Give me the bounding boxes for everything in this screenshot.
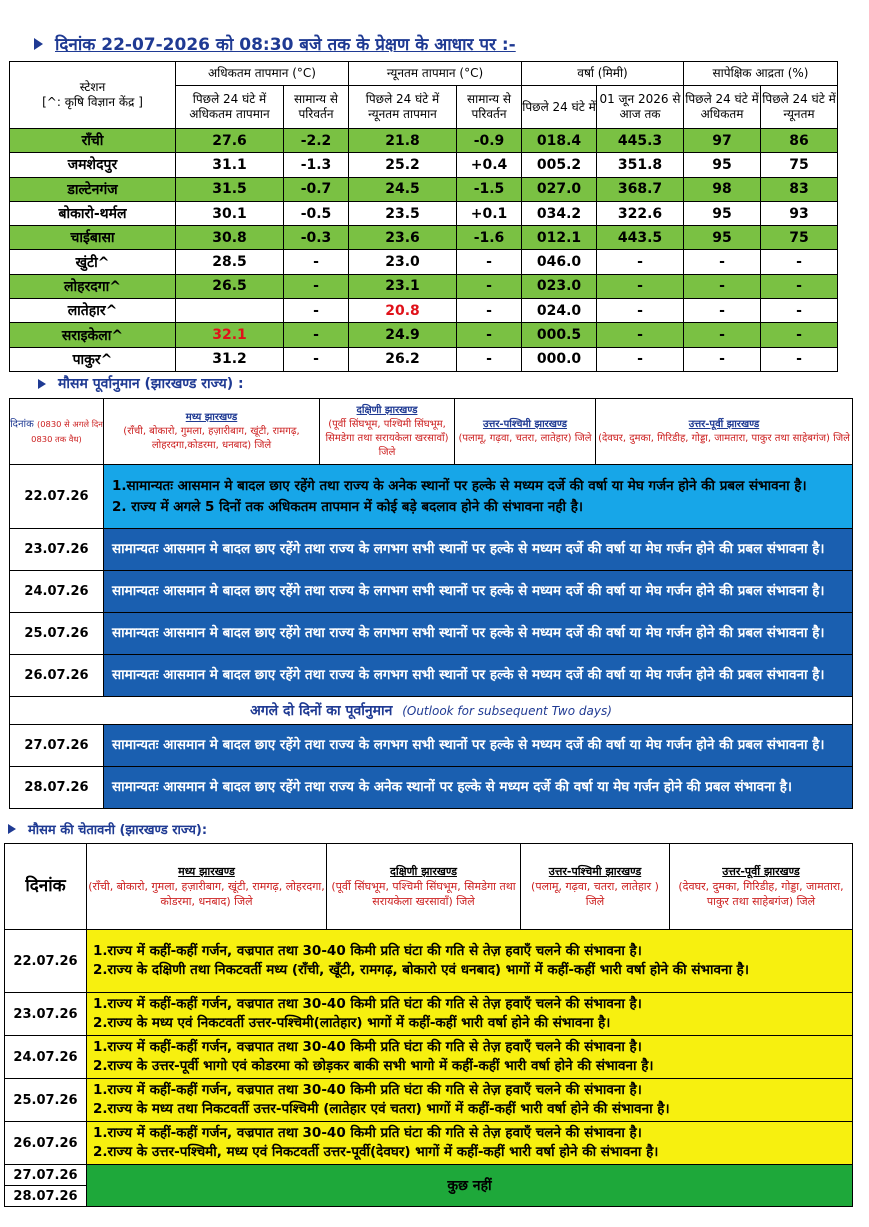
rain-24h-value: 027.0 — [522, 177, 597, 201]
warning-date-header-label: दिनांक — [25, 875, 66, 896]
max-temp-group-header: अधिकतम तापमान (°C) — [176, 62, 349, 86]
warning-text — [87, 1036, 853, 1079]
outlook-text: सामान्यतः आसमान मे बादल छाए रहेंगे तथा राज्य के लगभग सभी स्थानों पर हल्के से मध्यम दर्जे की वर्षा या मेघ गर्जन होने की प्रबल संभावना है। — [104, 725, 853, 767]
forecast-region-northwest — [455, 399, 596, 465]
station-row — [10, 153, 838, 177]
min-temp-value: 23.5 — [349, 201, 457, 225]
warning-line-2: 2.राज्य के मध्य तथा निकटवर्ती उत्तर-पश्चिमी (लातेहार एवं चतरा) भागों में कहीं-कहीं भारी वर्षा होने की संभावना है। — [93, 1101, 670, 1117]
rain-cumulative-value: - — [597, 347, 684, 371]
rain-cumulative-header: 01 जून 2026 से आज तक — [597, 86, 684, 129]
max-temp-value: 26.5 — [176, 274, 284, 298]
rain-24h-value: 000.5 — [522, 323, 597, 347]
min-temp-value: 24.5 — [349, 177, 457, 201]
max-temp-departure: - — [284, 347, 349, 371]
forecast-region-central — [104, 399, 320, 465]
station-row — [10, 323, 838, 347]
warning-heading — [8, 820, 207, 838]
max-temp-departure: - — [284, 274, 349, 298]
max-temp-departure: - — [284, 299, 349, 323]
region-title: उत्तर-पूर्वी झारखण्ड — [688, 418, 760, 430]
warning-line-2: 2.राज्य के उत्तर-पश्चिमी, मध्य एवं निकटवर्ती उत्तर-पूर्वी(देवघर) भागों में कहीं-कहीं भारी वर्षा होने की संभावना है। — [93, 1144, 659, 1160]
station-name: पाकुर^ — [10, 347, 176, 371]
region-districts: (देवघर, दुमका, गिरिडीह, गोड्डा, जामतारा, पाकुर तथा साहेबगंज) जिले — [598, 432, 850, 444]
min-temp-group-header: न्यूनतम तापमान (°C) — [349, 62, 522, 86]
warning-date: 27.07.26 — [5, 1165, 87, 1186]
min-temp-value: 20.8 — [349, 299, 457, 323]
min-temp-departure: - — [457, 299, 522, 323]
warning-line-1: 1.राज्य में कहीं-कहीं गर्जन, वज्रपात तथा 30-40 किमी प्रति घंटा की गति से तेज़ हवाएँ चलने की संभावना है। — [93, 996, 642, 1012]
forecast-text-line-1: 1.सामान्यतः आसमान मे बादल छाए रहेंगे तथा राज्य के अनेक स्थानों पर हल्के से मध्यम दर्जे की वर्षा या मेघ गर्जन होने की प्रबल संभावना है। — [112, 477, 807, 494]
min-temp-departure: +0.4 — [457, 153, 522, 177]
rh-min-header: पिछले 24 घंटे में न्यूनतम — [761, 86, 838, 129]
station-row — [10, 177, 838, 201]
forecast-row — [10, 465, 853, 529]
observation-heading — [34, 32, 516, 55]
rh-min-value: 86 — [761, 129, 838, 153]
rain-24h-value: 000.0 — [522, 347, 597, 371]
arrow-bullet-icon — [34, 38, 43, 50]
forecast-text-line-2: 2. राज्य में अगले 5 दिनों तक अधिकतम तापमान में कोई बड़े बदलाव होने की संभावना नही है। — [112, 498, 584, 515]
humidity-group-header: सापेक्षिक आद्रता (%) — [684, 62, 838, 86]
rh-max-value: 98 — [684, 177, 761, 201]
arrow-bullet-icon — [38, 379, 46, 389]
station-row — [10, 129, 838, 153]
observation-table — [9, 61, 838, 372]
rh-min-value: - — [761, 250, 838, 274]
station-row — [10, 299, 838, 323]
forecast-date-header — [10, 399, 104, 465]
min-temp-departure: -1.6 — [457, 226, 522, 250]
rain-cumulative-value: - — [597, 323, 684, 347]
max-temp-24h-header: पिछले 24 घंटे में अधिकतम तापमान — [176, 86, 284, 129]
rain-cumulative-value: 322.6 — [597, 201, 684, 225]
forecast-text: सामान्यतः आसमान मे बादल छाए रहेंगे तथा राज्य के लगभग सभी स्थानों पर हल्के से मध्यम दर्जे की वर्षा या मेघ गर्जन होने की प्रबल संभावना है। — [104, 529, 853, 571]
station-name: बोकारो-थर्मल — [10, 201, 176, 225]
station-header-label: स्टेशन — [79, 80, 106, 94]
rh-min-value: - — [761, 323, 838, 347]
warning-row — [5, 993, 853, 1036]
forecast-text — [104, 465, 853, 529]
region-title: मध्य झारखण्ड — [185, 411, 238, 423]
warning-date-header — [5, 844, 87, 930]
max-temp-departure: -0.5 — [284, 201, 349, 225]
warning-line-1: 1.राज्य में कहीं-कहीं गर्जन, वज्रपात तथा 30-40 किमी प्रति घंटा की गति से तेज़ हवाएँ चलने की संभावना है। — [93, 943, 642, 959]
forecast-date-header-label: दिनांक — [10, 418, 34, 430]
warning-text — [87, 1079, 853, 1122]
rain-24h-header: पिछले 24 घंटे में — [522, 86, 597, 129]
region-title: उत्तर-पूर्वी झारखण्ड — [722, 865, 800, 878]
rain-cumulative-value: - — [597, 274, 684, 298]
station-name: लोहरदगा^ — [10, 274, 176, 298]
forecast-date: 24.07.26 — [10, 571, 104, 613]
min-temp-value: 23.6 — [349, 226, 457, 250]
warning-line-2: 2.राज्य के मध्य एवं निकटवर्ती उत्तर-पश्चिमी(लातेहार) भागों में कहीं-कहीं भारी वर्षा होने की संभावना है। — [93, 1015, 611, 1031]
warning-date: 26.07.26 — [5, 1122, 87, 1165]
warning-date: 24.07.26 — [5, 1036, 87, 1079]
min-temp-value: 24.9 — [349, 323, 457, 347]
region-title: दक्षिणी झारखण्ड — [356, 404, 418, 416]
warning-heading-text: मौसम की चेतावनी (झारखण्ड राज्य): — [28, 823, 208, 838]
rh-max-header: पिछले 24 घंटे में अधिकतम — [684, 86, 761, 129]
forecast-row — [10, 655, 853, 697]
min-temp-departure: - — [457, 250, 522, 274]
warning-date: 28.07.26 — [5, 1186, 87, 1207]
max-temp-departure: -1.3 — [284, 153, 349, 177]
rh-min-value: - — [761, 299, 838, 323]
max-temp-departure: -2.2 — [284, 129, 349, 153]
outlook-title-english: (Outlook for subsequent Two days) — [402, 704, 612, 718]
rh-max-value: - — [684, 347, 761, 371]
outlook-text: सामान्यतः आसमान मे बादल छाए रहेंगे तथा राज्य के अनेक स्थानों पर हल्के से मध्यम दर्जे की वर्षा या मेघ गर्जन होने की प्रबल संभावना है। — [104, 767, 853, 809]
max-temp-departure: -0.7 — [284, 177, 349, 201]
warning-line-1: 1.राज्य में कहीं-कहीं गर्जन, वज्रपात तथा 30-40 किमी प्रति घंटा की गति से तेज़ हवाएँ चलने की संभावना है। — [93, 1082, 642, 1098]
rh-min-value: - — [761, 347, 838, 371]
min-temp-value: 23.1 — [349, 274, 457, 298]
rh-min-value: 83 — [761, 177, 838, 201]
region-title: दक्षिणी झारखण्ड — [390, 865, 457, 878]
min-temp-departure: -1.5 — [457, 177, 522, 201]
max-temp-departure-header: सामान्य से परिवर्तन — [284, 86, 349, 129]
min-temp-24h-header: पिछले 24 घंटे में न्यूनतम तापमान — [349, 86, 457, 129]
min-temp-value: 21.8 — [349, 129, 457, 153]
warning-region-central — [87, 844, 327, 930]
max-temp-departure: - — [284, 250, 349, 274]
warning-row — [5, 1122, 853, 1165]
rain-24h-value: 005.2 — [522, 153, 597, 177]
warning-row — [5, 1079, 853, 1122]
max-temp-value: 31.5 — [176, 177, 284, 201]
station-name: जमशेदपुर — [10, 153, 176, 177]
region-districts: (पूर्वी सिंघभूम, पश्चिमी सिंघभूम, सिमडेगा तथा सरायकेला खरसावाँ) जिले — [331, 880, 516, 908]
forecast-date-validity-note: (0830 से अगले दिन 0830 तक वैध) — [31, 418, 103, 444]
outlook-header — [10, 697, 853, 725]
max-temp-departure: - — [284, 323, 349, 347]
rh-min-value: 75 — [761, 226, 838, 250]
rh-max-value: 95 — [684, 226, 761, 250]
station-name: लातेहार^ — [10, 299, 176, 323]
region-districts: (राँची, बोकारो, गुमला, हज़ारीबाग, खूंटी, रामगढ़, लोहरदगा,कोडरमा, धनबाद) जिले — [123, 425, 300, 451]
rh-max-value: - — [684, 299, 761, 323]
region-districts: (पलामू, गढ़वा, चतरा, लातेहार ) जिले — [531, 880, 659, 908]
max-temp-departure: -0.3 — [284, 226, 349, 250]
max-temp-value: 32.1 — [176, 323, 284, 347]
rh-min-value: - — [761, 274, 838, 298]
region-districts: (देवघर, दुमका, गिरिडीह, गोड्डा, जामतारा, पाकुर तथा साहेबगंज) जिले — [678, 880, 844, 908]
max-temp-value: 30.1 — [176, 201, 284, 225]
rain-24h-value: 034.2 — [522, 201, 597, 225]
warning-row — [5, 930, 853, 993]
rain-cumulative-value: - — [597, 299, 684, 323]
min-temp-value: 26.2 — [349, 347, 457, 371]
forecast-heading — [38, 374, 244, 393]
max-temp-value: 31.1 — [176, 153, 284, 177]
forecast-row — [10, 529, 853, 571]
outlook-date: 27.07.26 — [10, 725, 104, 767]
region-districts: (राँची, बोकारो, गुमला, हज़ारीबाग, खूंटी, रामगढ़, लोहरदगा, कोडरमा, धनबाद) जिले — [88, 880, 325, 908]
outlook-row — [10, 767, 853, 809]
warning-line-1: 1.राज्य में कहीं-कहीं गर्जन, वज्रपात तथा 30-40 किमी प्रति घंटा की गति से तेज़ हवाएँ चलने की संभावना है। — [93, 1125, 642, 1141]
region-title: उत्तर-पश्चिमी झारखण्ड — [482, 418, 568, 430]
rain-24h-value: 018.4 — [522, 129, 597, 153]
forecast-date: 25.07.26 — [10, 613, 104, 655]
warning-table — [4, 843, 853, 1207]
min-temp-value: 23.0 — [349, 250, 457, 274]
rain-24h-value: 012.1 — [522, 226, 597, 250]
rh-max-value: 95 — [684, 153, 761, 177]
forecast-date: 23.07.26 — [10, 529, 104, 571]
warning-date: 25.07.26 — [5, 1079, 87, 1122]
forecast-date: 22.07.26 — [10, 465, 104, 529]
outlook-title-hindi: अगले दो दिनों का पूर्वानुमान — [250, 703, 393, 719]
forecast-text: सामान्यतः आसमान मे बादल छाए रहेंगे तथा राज्य के लगभग सभी स्थानों पर हल्के से मध्यम दर्जे की वर्षा या मेघ गर्जन होने की प्रबल संभावना है। — [104, 655, 853, 697]
warning-date: 23.07.26 — [5, 993, 87, 1036]
warning-text — [87, 993, 853, 1036]
outlook-date: 28.07.26 — [10, 767, 104, 809]
no-warning-cell: कुछ नहीं — [87, 1165, 853, 1207]
rh-max-value: 97 — [684, 129, 761, 153]
rh-min-value: 75 — [761, 153, 838, 177]
min-temp-departure: +0.1 — [457, 201, 522, 225]
outlook-row — [10, 725, 853, 767]
forecast-row — [10, 613, 853, 655]
station-row — [10, 274, 838, 298]
warning-line-1: 1.राज्य में कहीं-कहीं गर्जन, वज्रपात तथा 30-40 किमी प्रति घंटा की गति से तेज़ हवाएँ चलने की संभावना है। — [93, 1039, 642, 1055]
max-temp-value: 28.5 — [176, 250, 284, 274]
min-temp-departure: - — [457, 274, 522, 298]
region-title: मध्य झारखण्ड — [178, 865, 235, 878]
rh-max-value: - — [684, 274, 761, 298]
forecast-text: सामान्यतः आसमान मे बादल छाए रहेंगे तथा राज्य के लगभग सभी स्थानों पर हल्के से मध्यम दर्जे की वर्षा या मेघ गर्जन होने की प्रबल संभावना है। — [104, 571, 853, 613]
station-name: डाल्टेनगंज — [10, 177, 176, 201]
warning-region-northwest — [521, 844, 670, 930]
rh-max-value: - — [684, 250, 761, 274]
rain-24h-value: 046.0 — [522, 250, 597, 274]
warning-text — [87, 930, 853, 993]
station-name: चाईबासा — [10, 226, 176, 250]
min-temp-departure: - — [457, 347, 522, 371]
observation-heading-text: दिनांक 22-07-2026 को 08:30 बजे तक के प्रेक्षण के आधार पर :- — [55, 35, 516, 55]
warning-line-2: 2.राज्य के दक्षिणी तथा निकटवर्ती मध्य (राँची, खूँटी, रामगढ़, बोकारो एवं धनबाद) भागों में कहीं-कहीं भारी वर्षा होने की संभावना है। — [93, 962, 749, 978]
forecast-text: सामान्यतः आसमान मे बादल छाए रहेंगे तथा राज्य के लगभग सभी स्थानों पर हल्के से मध्यम दर्जे की वर्षा या मेघ गर्जन होने की प्रबल संभावना है। — [104, 613, 853, 655]
forecast-region-northeast — [596, 399, 853, 465]
min-temp-departure: - — [457, 323, 522, 347]
rh-min-value: 93 — [761, 201, 838, 225]
min-temp-departure: -0.9 — [457, 129, 522, 153]
arrow-bullet-icon — [8, 824, 16, 834]
region-title: उत्तर-पश्चिमी झारखण्ड — [548, 865, 642, 878]
rh-max-value: 95 — [684, 201, 761, 225]
station-header-note: [^: कृषि विज्ञान केंद्र ] — [42, 95, 143, 109]
rainfall-group-header: वर्षा (मिमी) — [522, 62, 684, 86]
region-districts: (पूर्वी सिंघभूम, पश्चिमी सिंघभूम, सिमडेगा तथा सरायकेला खरसावाँ) जिले — [325, 418, 449, 458]
station-row — [10, 226, 838, 250]
max-temp-value: 31.2 — [176, 347, 284, 371]
station-row — [10, 201, 838, 225]
max-temp-value — [176, 299, 284, 323]
rain-cumulative-value: - — [597, 250, 684, 274]
max-temp-value: 27.6 — [176, 129, 284, 153]
rain-cumulative-value: 351.8 — [597, 153, 684, 177]
station-name: राँची — [10, 129, 176, 153]
max-temp-value: 30.8 — [176, 226, 284, 250]
rain-cumulative-value: 443.5 — [597, 226, 684, 250]
forecast-date: 26.07.26 — [10, 655, 104, 697]
station-name: सराइकेला^ — [10, 323, 176, 347]
forecast-row — [10, 571, 853, 613]
warning-region-northeast — [670, 844, 853, 930]
warning-line-2: 2.राज्य के उत्तर-पूर्वी भागो एवं कोडरमा को छोड़कर बाकी सभी भागो में कहीं-कहीं भारी वर्षा होने की संभावना है। — [93, 1058, 654, 1074]
min-temp-departure-header: सामान्य से परिवर्तन — [457, 86, 522, 129]
warning-region-south — [327, 844, 521, 930]
station-row — [10, 250, 838, 274]
warning-row — [5, 1165, 853, 1186]
rh-max-value: - — [684, 323, 761, 347]
region-districts: (पलामू, गढ़वा, चतरा, लातेहार) जिले — [458, 432, 592, 444]
rain-24h-value: 024.0 — [522, 299, 597, 323]
warning-row — [5, 1036, 853, 1079]
station-header — [10, 62, 176, 129]
warning-date: 22.07.26 — [5, 930, 87, 993]
station-row — [10, 347, 838, 371]
forecast-heading-text: मौसम पूर्वानुमान (झारखण्ड राज्य) : — [58, 376, 244, 392]
station-name: खुंटी^ — [10, 250, 176, 274]
forecast-region-south — [320, 399, 455, 465]
rain-cumulative-value: 445.3 — [597, 129, 684, 153]
rain-24h-value: 023.0 — [522, 274, 597, 298]
forecast-table — [9, 398, 853, 809]
rain-cumulative-value: 368.7 — [597, 177, 684, 201]
warning-text — [87, 1122, 853, 1165]
min-temp-value: 25.2 — [349, 153, 457, 177]
outlook-header-row — [10, 697, 853, 725]
